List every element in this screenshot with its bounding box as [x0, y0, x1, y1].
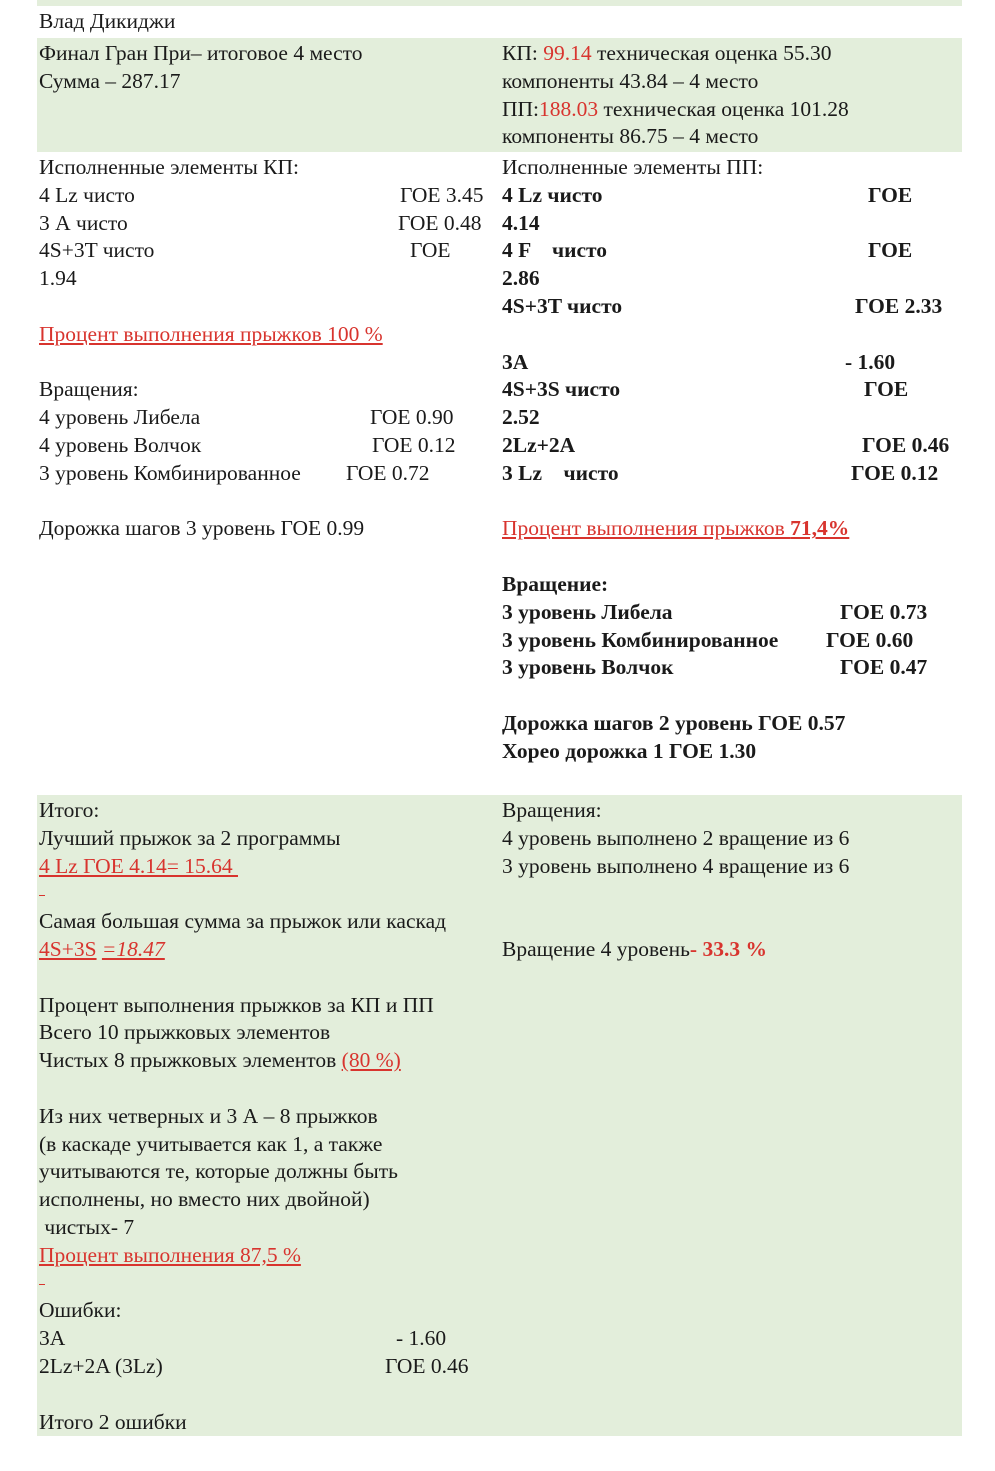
kp-jump-row: 3 А чисто ГОЕ 0.48 — [39, 210, 482, 235]
pp-jump-row: 4 Lz чисто ГОЕ — [502, 182, 913, 207]
quads-line: (в каскаде учитывается как 1, а также — [39, 1131, 383, 1156]
total-sum: Сумма – 287.17 — [39, 68, 181, 93]
pp-jump-wrap: 2.86 — [502, 266, 540, 291]
pp-jump-wrap: 2.52 — [502, 405, 540, 430]
name-row — [37, 6, 962, 37]
pp-spin-row: 3 уровень Либела ГОЕ 0.73 — [502, 599, 928, 624]
pp-choreo: Хорео дорожка 1 ГОЕ 1.30 — [502, 738, 757, 763]
clean-jumps: Чистых 8 прыжковых элементов (80 %) — [39, 1048, 401, 1073]
pp-spins-heading: Вращение: — [502, 571, 609, 596]
spins-level4-percent: Вращение 4 уровень- 33.3 % — [502, 936, 767, 961]
pp-jump-wrap: 4.14 — [502, 210, 540, 235]
kp-spins-heading: Вращения: — [39, 377, 139, 402]
quads-line: исполнены, но вместо них двойной) — [39, 1187, 370, 1212]
spins-level3: 3 уровень выполнено 4 вращение из 6 — [502, 853, 850, 878]
total-heading: Итого: — [39, 798, 100, 822]
skater-name: Влад Дикиджи — [39, 9, 176, 33]
pp-jump-row: 4 F чисто ГОЕ — [502, 238, 913, 263]
pp-jump-row: 2Lz+2A ГОЕ 0.46 — [502, 432, 950, 457]
kp-elements — [39, 154, 497, 543]
best-jump-label: Лучший прыжок за 2 программы — [39, 825, 341, 850]
spacer-mark — [39, 1270, 497, 1298]
kp-jump-percent: Процент выполнения прыжков 100 % — [39, 321, 383, 346]
kp-heading: Исполненные элементы КП: — [39, 155, 300, 179]
kp-jump-wrap: 1.94 — [39, 266, 77, 291]
quads-clean: чистых- 7 — [39, 1214, 135, 1239]
elements-row — [37, 152, 962, 794]
spins-level4: 4 уровень выполнено 2 вращение из 6 — [502, 825, 850, 850]
pp-jump-row: 4S+3T чисто ГОЕ 2.33 — [502, 293, 943, 318]
pp-steps: Дорожка шагов 2 уровень ГОЕ 0.57 — [502, 710, 846, 735]
kp-spin-row: 4 уровень Волчок ГОЕ 0.12 — [39, 432, 456, 457]
biggest-value: 4S+3S =18.47 — [39, 936, 165, 961]
kp-spin-row: 4 уровень Либела ГОЕ 0.90 — [39, 405, 454, 430]
totals-right — [502, 797, 962, 964]
summary-row — [37, 38, 962, 152]
error-row: 3А - 1.60 — [39, 1326, 447, 1351]
pp-jump-row: 3 Lz чисто ГОЕ 0.12 — [502, 460, 939, 485]
kp-steps: Дорожка шагов 3 уровень ГОЕ 0.99 — [39, 516, 365, 541]
best-jump-value: 4 Lz ГОЕ 4.14= 15.64 — [39, 853, 238, 878]
totals-left — [39, 797, 497, 1436]
kp-spin-row: 3 уровень Комбинированное ГОЕ 0.72 — [39, 460, 430, 485]
pp-jump-row: 3А - 1.60 — [502, 349, 896, 374]
quads-line: Из них четверных и 3 А – 8 прыжков — [39, 1103, 378, 1128]
quads-line: учитываются те, которые должны быть — [39, 1159, 398, 1184]
pp-jump-percent: Процент выполнения прыжков 71,4% — [502, 516, 850, 541]
pp-spin-row: 3 уровень Комбинированное ГОЕ 0.60 — [502, 627, 914, 652]
kp-components: компоненты 43.84 – 4 место — [502, 68, 759, 93]
errors-heading: Ошибки: — [39, 1298, 122, 1323]
totals-row — [37, 795, 962, 1436]
summary-left — [39, 40, 497, 96]
pp-score-line: ПП:188.03 техническая оценка 101.28 — [502, 96, 849, 121]
error-row: 2Lz+2A (3Lz) ГОЕ 0.46 — [39, 1353, 469, 1378]
pp-spin-row: 3 уровень Волчок ГОЕ 0.47 — [502, 655, 928, 680]
percent-heading: Процент выполнения прыжков за КП и ПП — [39, 992, 434, 1017]
final-title: Финал Гран При– итоговое 4 место — [39, 41, 363, 65]
biggest-label: Самая большая сумма за прыжок или каскад — [39, 909, 447, 934]
total-jumps: Всего 10 прыжковых элементов — [39, 1020, 331, 1045]
summary-right — [502, 40, 962, 151]
spacer-mark — [39, 880, 497, 908]
errors-total: Итого 2 ошибки — [39, 1409, 187, 1434]
kp-jump-row: 4 Lz чисто ГОЕ 3.45 — [39, 182, 484, 207]
pp-components: компоненты 86.75 – 4 место — [502, 124, 759, 149]
pp-heading: Исполненные элементы ПП: — [502, 155, 764, 179]
pp-jump-row: 4S+3S чисто ГОЕ — [502, 377, 909, 402]
kp-jump-row: 4S+3T чисто ГОЕ — [39, 238, 451, 263]
kp-score-line: КП: 99.14 техническая оценка 55.30 — [502, 41, 832, 65]
quads-percent: Процент выполнения 87,5 % — [39, 1242, 301, 1267]
pp-elements — [502, 154, 962, 766]
spins-total-heading: Вращения: — [502, 798, 602, 822]
